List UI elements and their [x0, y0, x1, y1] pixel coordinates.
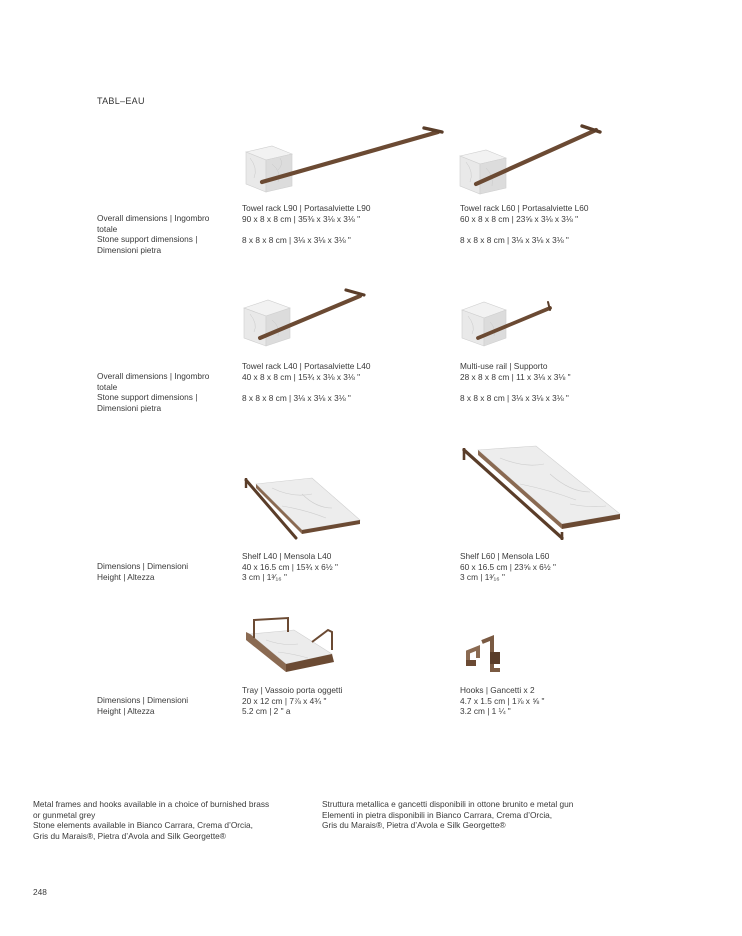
product-spec: [242, 361, 371, 403]
footer-line: Metal frames and hooks available in a choice of burnished brass: [33, 799, 270, 809]
product-name: Towel rack L40 | Portasalviette L40: [242, 361, 371, 371]
tray-image: [242, 612, 342, 682]
product-name: Towel rack L90 | Portasalviette L90: [242, 203, 371, 213]
row-label-block: [97, 371, 227, 413]
row-label-block: [97, 561, 227, 582]
product-dimensions: 4.7 x 1.5 cm | 1⅞ x ⅝ ": [460, 695, 545, 706]
footer-line: Gris du Marais®, Pietra d’Avola and Silk Georgette®: [33, 830, 226, 841]
product-stone-dimensions: 8 x 8 x 8 cm | 3⅛ x 3⅛ x 3⅛ ": [460, 234, 569, 245]
product-height: 3.2 cm | 1 ¼ ": [460, 706, 511, 717]
row-label-stone: Stone support dimensions | Dimensioni pietra: [97, 392, 198, 413]
product-dimensions: 40 x 16.5 cm | 15¾ x 6½ ": [242, 561, 338, 572]
product-spec: [460, 551, 556, 583]
towel-rack-l40-drawing: [242, 286, 372, 356]
product-height: 5.2 cm | 2 " a: [242, 706, 291, 717]
footer-line: or gunmetal grey: [33, 809, 96, 820]
row-label-overall: Overall dimensions | Ingombro totale: [97, 213, 210, 234]
towel-rack-l40-image: [242, 286, 372, 356]
shelf-l60-image: [460, 444, 625, 544]
product-name: Towel rack L60 | Portasalviette L60: [460, 203, 589, 213]
product-overall-dimensions: 90 x 8 x 8 cm | 35⅜ x 3⅛ x 3⅛ ": [242, 213, 361, 224]
product-dimensions: 20 x 12 cm | 7⅞ x 4¾ ": [242, 695, 327, 706]
product-spec: [242, 551, 338, 583]
multi-use-rail-image: [460, 296, 560, 356]
product-name: Shelf L60 | Mensola L60: [460, 551, 550, 561]
footer-italian: [322, 799, 622, 831]
product-overall-dimensions: 40 x 8 x 8 cm | 15¾ x 3⅛ x 3⅛ ": [242, 371, 361, 382]
product-height: 3 cm | 1³⁄₁₆ ": [242, 572, 287, 583]
collection-title: TABL–EAU: [97, 96, 145, 106]
footer-line: Gris du Marais®, Pietra d’Avola e Silk Georgette®: [322, 820, 506, 831]
row-label-block: [97, 695, 227, 716]
row-label-overall: Overall dimensions | Ingombro totale: [97, 371, 210, 392]
shelf-l40-drawing: [242, 470, 362, 545]
towel-rack-l90-image: [242, 124, 452, 204]
product-stone-dimensions: 8 x 8 x 8 cm | 3⅛ x 3⅛ x 3⅛ ": [242, 392, 351, 403]
product-height: 3 cm | 1³⁄₁₆ ": [460, 572, 505, 583]
shelf-l60-drawing: [460, 444, 625, 544]
product-spec: [242, 685, 342, 717]
page-number: 248: [33, 887, 47, 897]
product-spec: [460, 203, 589, 245]
product-overall-dimensions: 60 x 8 x 8 cm | 23⅝ x 3⅛ x 3⅛ ": [460, 213, 579, 224]
hooks-image: [460, 632, 510, 682]
product-spec: [460, 361, 571, 403]
row-label-dimensions: Dimensions | Dimensioni: [97, 561, 189, 571]
product-name: Multi-use rail | Supporto: [460, 361, 548, 371]
row-label-height: Height | Altezza: [97, 705, 155, 716]
row-label-height: Height | Altezza: [97, 571, 155, 582]
tray-drawing: [242, 612, 342, 682]
shelf-l40-image: [242, 470, 362, 545]
footer-line: Struttura metallica e gancetti disponibili in ottone brunito e metal gun: [322, 799, 574, 809]
footer-line: Elementi in pietra disponibili in Bianco Carrara, Crema d’Orcia,: [322, 809, 553, 820]
product-name: Tray | Vassoio porta oggetti: [242, 685, 343, 695]
multi-use-rail-drawing: [460, 296, 560, 356]
footer-english: [33, 799, 303, 841]
towel-rack-l60-drawing: [460, 124, 610, 204]
towel-rack-l90-drawing: [242, 124, 452, 204]
hooks-drawing: [460, 632, 510, 682]
product-stone-dimensions: 8 x 8 x 8 cm | 3⅛ x 3⅛ x 3⅛ ": [242, 234, 351, 245]
row-label-dimensions: Dimensions | Dimensioni: [97, 695, 189, 705]
product-spec: [242, 203, 371, 245]
product-spec: [460, 685, 544, 717]
product-dimensions: 60 x 16.5 cm | 23⅝ x 6½ ": [460, 561, 556, 572]
product-stone-dimensions: 8 x 8 x 8 cm | 3⅛ x 3⅛ x 3⅛ ": [460, 392, 569, 403]
towel-rack-l60-image: [460, 124, 610, 204]
product-overall-dimensions: 28 x 8 x 8 cm | 11 x 3⅛ x 3⅛ ": [460, 371, 571, 382]
footer-line: Stone elements available in Bianco Carrara, Crema d’Orcia,: [33, 820, 253, 831]
row-label-block: [97, 213, 227, 255]
product-name: Hooks | Gancetti x 2: [460, 685, 535, 695]
row-label-stone: Stone support dimensions | Dimensioni pietra: [97, 234, 198, 255]
product-name: Shelf L40 | Mensola L40: [242, 551, 332, 561]
